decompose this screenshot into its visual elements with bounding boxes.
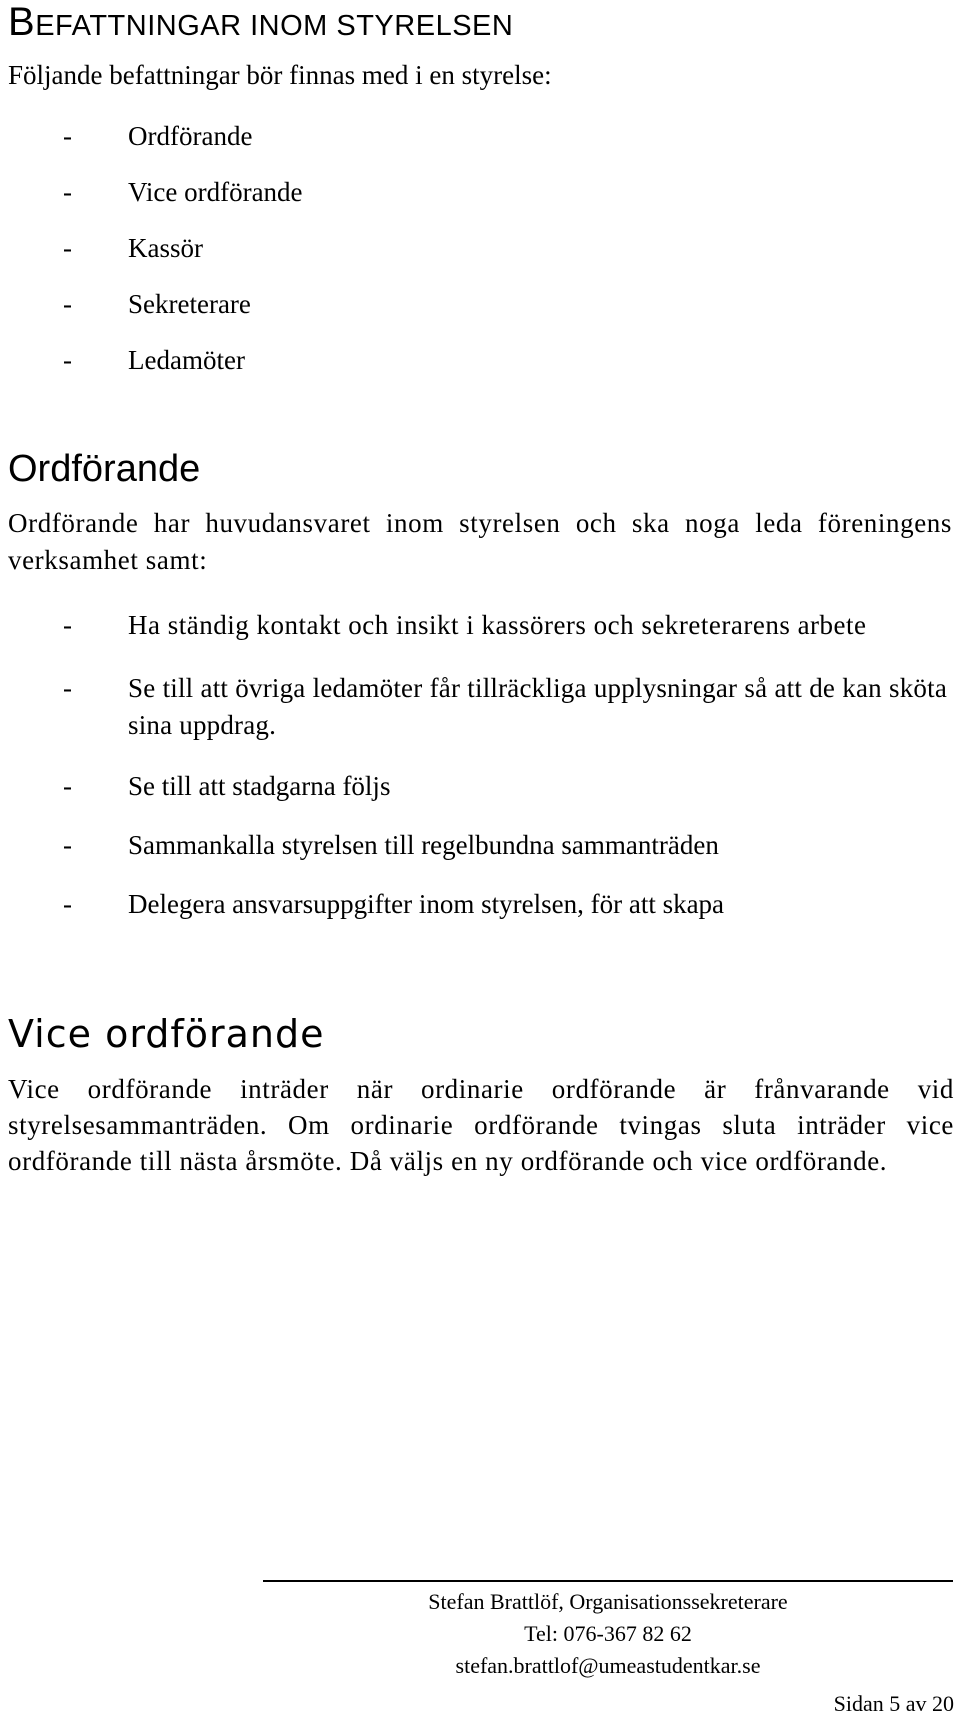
list-item bbox=[0, 888, 953, 921]
title-initial: B bbox=[8, 0, 36, 44]
list-item bbox=[0, 176, 303, 209]
duty-text: Se till att övriga ledamöter får tillräckliga upplysningar så att de kan sköta sina uppdrag. bbox=[128, 673, 947, 740]
list-item bbox=[0, 607, 953, 644]
bullet-dash: - bbox=[63, 233, 72, 263]
title-rest: EFATTNINGAR INOM STYRELSEN bbox=[35, 10, 514, 42]
section-heading-ordforande: Ordförande bbox=[8, 448, 201, 490]
bullet-dash: - bbox=[63, 345, 72, 375]
duty-text: Se till att stadgarna följs bbox=[128, 771, 391, 801]
position-label: Vice ordförande bbox=[128, 177, 303, 207]
duty-text: Ha ständig kontakt och insikt i kassörers och sekreterarens arbete bbox=[128, 610, 867, 640]
footer-email: stefan.brattlof@umeastudentkar.se bbox=[455, 1653, 761, 1678]
list-item bbox=[0, 232, 303, 265]
intro-text: Följande befattningar bör finnas med i en styrelse: bbox=[8, 60, 552, 90]
position-label: Ordförande bbox=[128, 121, 253, 151]
list-item bbox=[0, 829, 953, 862]
list-item bbox=[0, 770, 953, 803]
bullet-dash: - bbox=[63, 889, 72, 919]
ordforande-lead: Ordförande har huvudansvaret inom styrelsen och ska noga leda föreningens verksamhet samt: bbox=[8, 508, 952, 575]
page-title bbox=[8, 2, 513, 46]
section-heading-vice-ordforande: Vice ordförande bbox=[8, 1012, 325, 1056]
vice-ordforande-body: Vice ordförande inträder när ordinarie ordförande är frånvarande vid styrelsesammanträden. Om ordinarie ordförande tvingas sluta inträder vice ordförande till nästa årsmöte. Då väljs en ny ordförande och vice ordförande. bbox=[8, 1074, 954, 1176]
position-label: Kassör bbox=[128, 233, 203, 263]
bullet-dash: - bbox=[63, 289, 72, 319]
position-label: Ledamöter bbox=[128, 345, 245, 375]
bullet-dash: - bbox=[63, 830, 72, 860]
ordforande-duties-list bbox=[0, 607, 953, 921]
bullet-dash: - bbox=[63, 610, 72, 640]
duty-text: Sammankalla styrelsen till regelbundna sammanträden bbox=[128, 830, 719, 860]
bullet-dash: - bbox=[63, 121, 72, 151]
bullet-dash: - bbox=[63, 771, 72, 801]
duty-text: Delegera ansvarsuppgifter inom styrelsen, för att skapa bbox=[128, 889, 725, 919]
footer-name: Stefan Brattlöf, Organisationssekreterare bbox=[428, 1589, 788, 1614]
footer-rule bbox=[263, 1580, 953, 1582]
list-item bbox=[0, 288, 303, 321]
list-item bbox=[0, 670, 953, 744]
bullet-dash: - bbox=[63, 673, 72, 703]
bullet-dash: - bbox=[63, 177, 72, 207]
positions-list bbox=[0, 120, 303, 377]
list-item bbox=[0, 120, 303, 153]
footer bbox=[263, 1586, 953, 1682]
list-item bbox=[0, 344, 303, 377]
page-number: Sidan 5 av 20 bbox=[833, 1691, 954, 1716]
footer-phone: Tel: 076-367 82 62 bbox=[524, 1621, 692, 1646]
position-label: Sekreterare bbox=[128, 289, 251, 319]
